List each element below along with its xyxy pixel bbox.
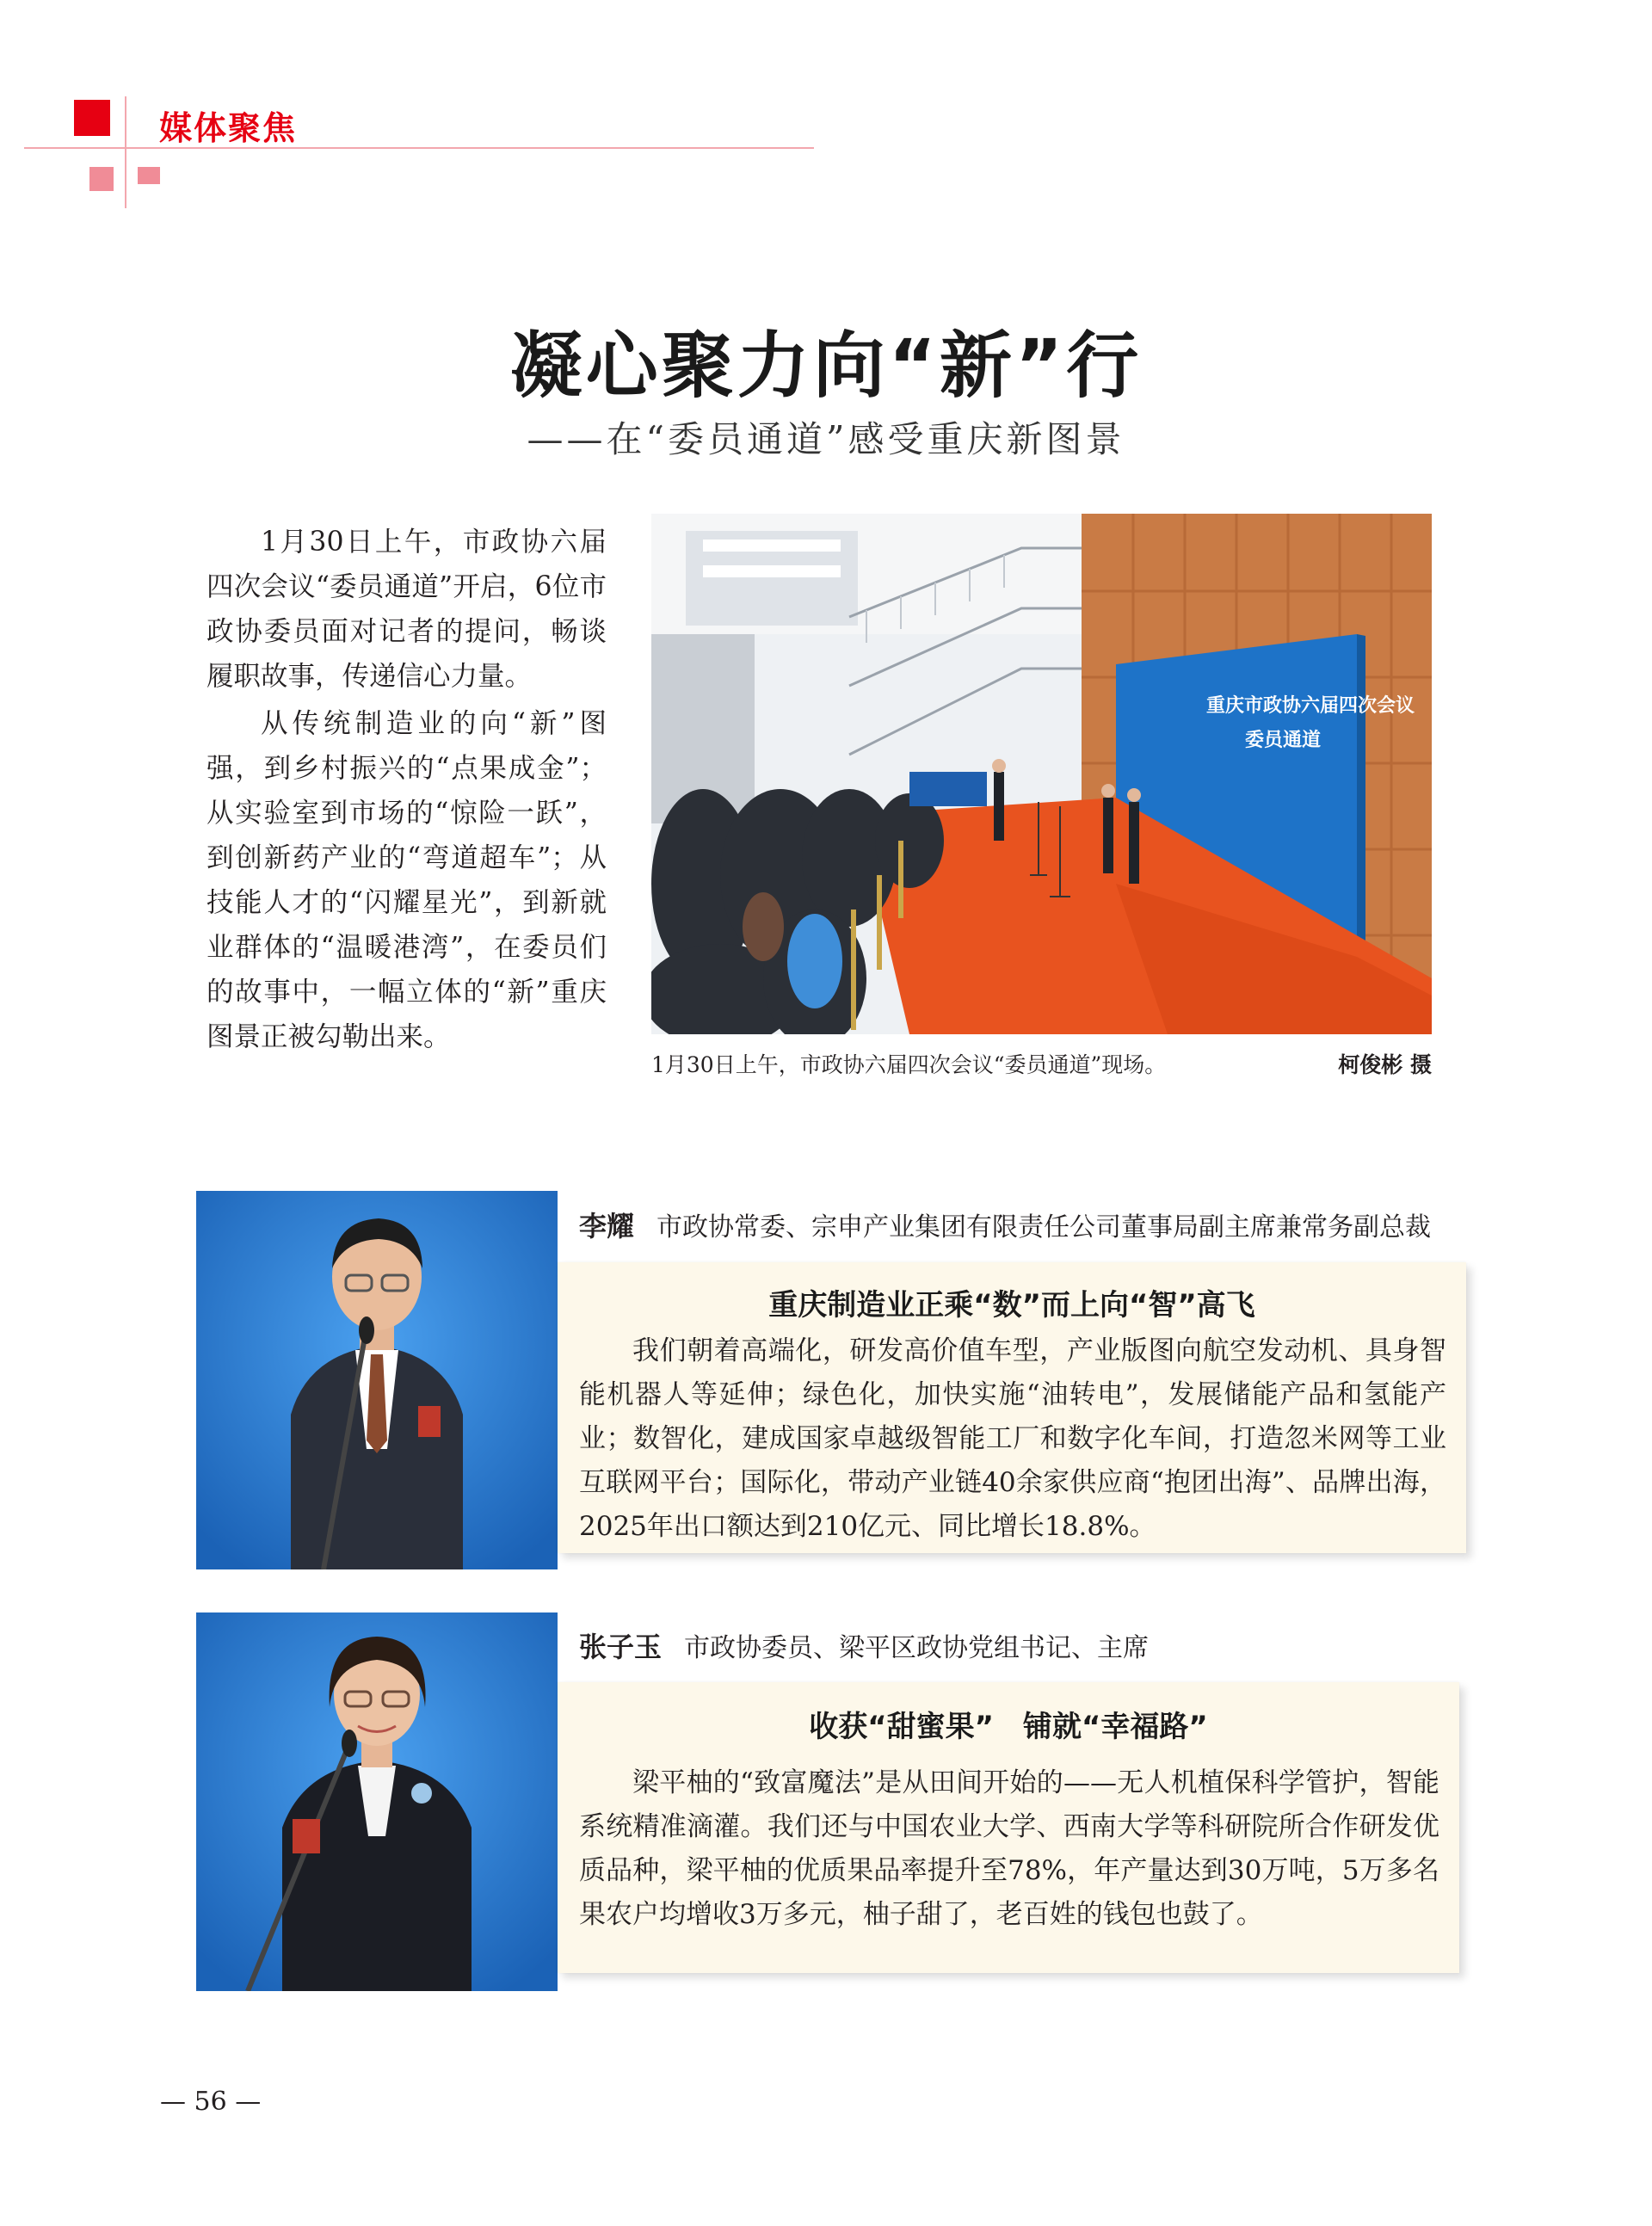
page-number: — 56 — (160, 2087, 262, 2117)
intro-paragraph: 1月30日上午，市政协六届四次会议“委员通道”开启，6位市政协委员面对记者的提问，畅谈履职故事，传递信心力量。 (206, 527, 607, 692)
portrait-illustration-man (196, 1191, 558, 1569)
photo-credit: 柯俊彬 摄 (1338, 1052, 1432, 1077)
member-role: 市政协委员、梁平区政协党组书记、主席 (684, 1633, 1150, 1663)
article-title: 凝心聚力向“新”行 (509, 324, 1143, 408)
photo-illustration (651, 514, 1432, 1034)
quote-headline: 重庆制造业正乘“数”而上向“智”高飞 (768, 1288, 1255, 1323)
member-name: 张子玉 (579, 1631, 663, 1663)
backdrop-text-1: 重庆市政协六届四次会议 (1206, 694, 1415, 717)
header-red-square (74, 100, 110, 136)
header-rule (24, 147, 814, 149)
member-role: 市政协常委、宗申产业集团有限责任公司董事局副主席兼常务副总裁 (656, 1212, 1432, 1242)
committee-passage-photo (651, 514, 1432, 1034)
quote-box (558, 1262, 1466, 1553)
intro-text (206, 520, 607, 1062)
quote-headline: 收获“甜蜜果” 铺就“幸福路” (809, 1710, 1208, 1744)
member-name: 李耀 (579, 1210, 635, 1242)
quote-box (558, 1682, 1459, 1973)
member-portrait (196, 1612, 558, 1991)
portrait-illustration-woman (196, 1612, 558, 1991)
header-pink-square-small (138, 167, 160, 184)
member-name-line (579, 1625, 1149, 1665)
intro-paragraph: 从传统制造业的向“新”图强，到乡村振兴的“点果成金”；从实验室到市场的“惊险一跃”，到创新药产业的“弯道超车”；从技能人才的“闪耀星光”，到新就业群体的“温暖港湾”，在委员们的故事中，一幅立体的“新”重庆图景正被勾勒出来。 (206, 708, 607, 1052)
member-name-line (579, 1205, 1431, 1244)
quote-body: 梁平柚的“致富魔法”是从田间开始的——无人机植保科学管护，智能系统精准滴灌。我们还与中国农业大学、西南大学等科研院所合作研发优质品种，梁平柚的优质果品率提升至78%，年产量达到30万吨，5万多名果农户均增收3万多元，柚子甜了，老百姓的钱包也鼓了。 (579, 1767, 1439, 1930)
section-label: 媒体聚焦 (159, 109, 298, 147)
photo-caption: 1月30日上午，市政协六届四次会议“委员通道”现场。 (651, 1052, 1167, 1077)
member-portrait (196, 1191, 558, 1569)
header-pink-square (89, 167, 114, 191)
quote-body: 我们朝着高端化，研发高价值车型，产业版图向航空发动机、具身智能机器人等延伸；绿色化，加快实施“油转电”，发展储能产品和氢能产业；数智化，建成国家卓越级智能工厂和数字化车间，打造忽米网等工业互联网平台；国际化，带动产业链40余家供应商“抱团出海”、品牌出海，2025年出口额达到210亿元、同比增长18.8%。 (579, 1335, 1446, 1542)
article-subtitle: ——在“委员通道”感受重庆新图景 (527, 418, 1125, 460)
backdrop-text-2: 委员通道 (1245, 729, 1322, 751)
header-vertical-rule (125, 96, 126, 208)
